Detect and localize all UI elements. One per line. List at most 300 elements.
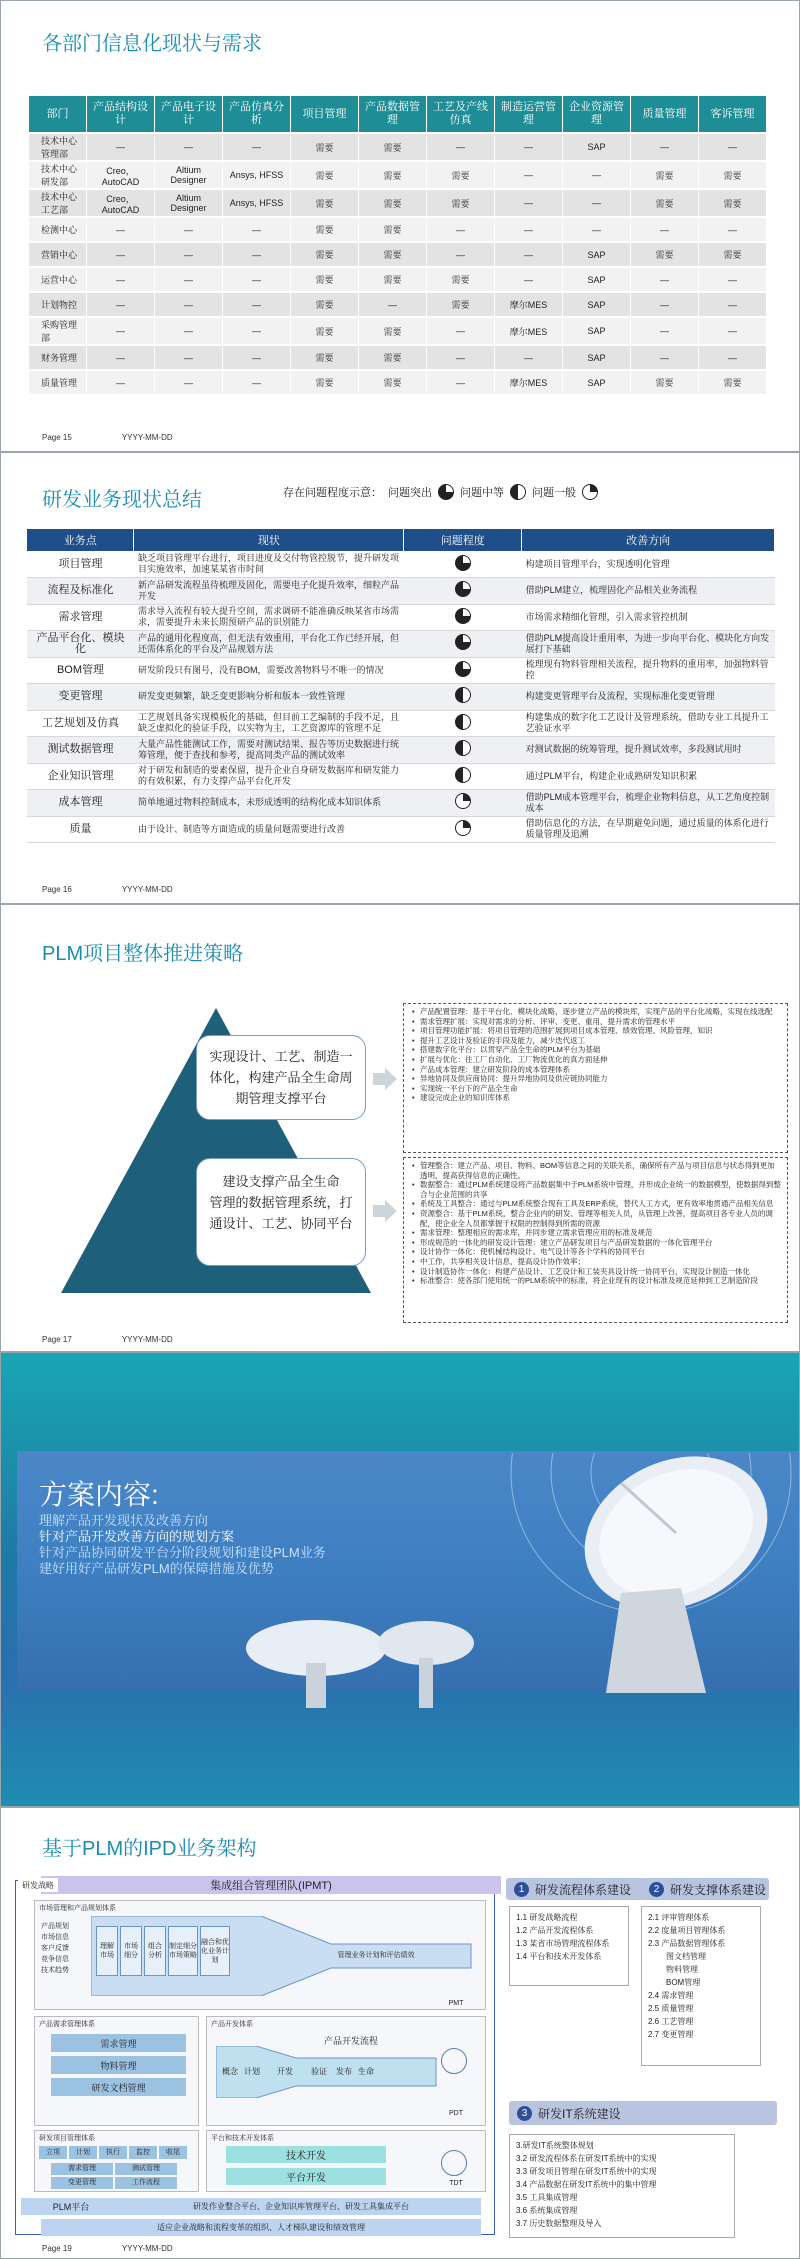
plm-label: PLM平台 — [21, 2198, 121, 2215]
section2-item: 2.3 产品数据管理体系 — [648, 1939, 726, 1948]
strategy-label: 研发战略 — [18, 1878, 58, 1892]
table-row — [29, 293, 767, 316]
list-item: • 设计制造协作一体化：构建产品设计、工艺设计和工装夹具设计统一协同平台，实现设计制造一体化 — [420, 1267, 781, 1277]
table-cell: — — [87, 371, 155, 394]
table-cell: — — [631, 346, 699, 369]
business-point: 企业知识管理 — [27, 763, 134, 790]
content-line-2: 针对产品开发改善方向的规划方案 — [39, 1529, 235, 1544]
table-row — [27, 578, 775, 605]
market-item: 客户反馈 — [41, 1945, 69, 1952]
list-item: • 产品成本管理：建立研发阶段的成本管理体系 — [420, 1065, 781, 1075]
market-item: 产品规划 — [41, 1923, 69, 1930]
proj-item: 工作流程 — [115, 2177, 177, 2189]
severity-pie-icon — [455, 608, 471, 624]
tech-item: 平台开发 — [226, 2168, 386, 2185]
proj-step: 收尾 — [159, 2146, 187, 2159]
list-item: • 形成规范的一体化的研发设计管理：建立产品研发项目与产品研发数据的一体化管理平台 — [420, 1238, 781, 1248]
table-cell: 检测中心 — [29, 218, 87, 241]
footer — [42, 2244, 173, 2253]
business-point: 成本管理 — [27, 790, 134, 817]
table-cell: — — [427, 218, 495, 241]
severity-pie-icon — [455, 634, 471, 650]
demand-label: 产品需求管理体系 — [39, 2021, 95, 2028]
table-row — [29, 162, 767, 188]
table-cell: — — [563, 162, 631, 188]
list-item: • 资源整合：基于PLM系统，整合企业内的研发、管理等相关人员，从管理上改善，提高项目各专业人员的调配，使企业全人员都掌握于权限的控制得到所需的资源 — [420, 1209, 781, 1228]
pdt-cycle-icon — [441, 2048, 467, 2074]
dev-flow: 产品开发流程 — [323, 2035, 378, 2046]
improve-direction: 构建变更管理平台及流程，实现标准化变更管理 — [522, 684, 775, 711]
slide-title: 各部门信息化现状与需求 — [42, 33, 262, 55]
table-row — [29, 268, 767, 291]
table-cell: — — [223, 218, 291, 241]
arrow-right-icon — [373, 1068, 397, 1090]
col-header: 业务点 — [27, 529, 134, 551]
table-cell: 需要 — [427, 162, 495, 188]
section3-item: 3.6 系统集成管理 — [516, 2206, 578, 2215]
table-cell: 需要 — [291, 293, 359, 316]
legend — [283, 484, 598, 500]
table-cell: — — [631, 268, 699, 291]
section3-item: 3.3 研发项目管理在研发IT系统中的实现 — [516, 2167, 657, 2176]
improve-direction: 借助PLM提高设计重用率，为进一步向平台化、模块化方向发展打下基础 — [522, 631, 775, 658]
proj-items — [51, 2163, 177, 2189]
proj-step: 立项 — [39, 2146, 67, 2159]
severity-cell — [404, 816, 522, 843]
market-steps — [96, 1926, 230, 1976]
table-cell: Creo，AutoCAD — [87, 162, 155, 188]
table-cell: 需要 — [359, 268, 427, 291]
current-status: 研发阶段只有图号，没有BOM，需要改善物料号不唯一的情况 — [134, 657, 404, 684]
table-cell: — — [495, 162, 563, 188]
table-cell: — — [359, 293, 427, 316]
table-row — [27, 684, 775, 711]
table-row — [27, 657, 775, 684]
section2-item: 2.7 变更管理 — [648, 2030, 694, 2039]
tech-item: 技术开发 — [226, 2146, 386, 2163]
list-item: • 标准整合：使各部门使用统一的PLM系统中的标准，将企业现有的设计标准及规范延伸到工艺制造阶段 — [420, 1276, 781, 1286]
table-cell: — — [427, 346, 495, 369]
col-header: 项目管理 — [291, 96, 359, 132]
table-cell: — — [155, 134, 223, 160]
improve-direction: 通过PLM平台，构建企业成熟研发知识积累 — [522, 763, 775, 790]
severity-cell — [404, 657, 522, 684]
severity-pie-icon — [455, 820, 471, 836]
current-status: 新产品研发流程虽待梳理及固化，需要电子化提升效率，细粒产品开发 — [134, 578, 404, 605]
section1-item: 1.3 某省市场管理流程体系 — [516, 1939, 610, 1948]
strategy-box-top — [196, 1035, 366, 1120]
section2-title: 研发支撑体系建设 — [670, 1882, 767, 1897]
table-cell: — — [87, 134, 155, 160]
table-cell: — — [223, 293, 291, 316]
slide-rd-summary — [1, 453, 799, 903]
page-number: Page 16 — [42, 885, 72, 894]
col-header: 企业资源管理 — [563, 96, 631, 132]
dev-step: 概念 — [222, 2067, 238, 2076]
severity-pie-icon — [455, 661, 471, 677]
section3-list — [509, 2134, 735, 2238]
table-cell: 需要 — [291, 243, 359, 266]
table-cell: — — [223, 134, 291, 160]
footer — [42, 885, 173, 894]
table-row — [27, 816, 775, 843]
table-cell: — — [631, 134, 699, 160]
ipmt-bar: 集成组合管理团队(IPMT) — [41, 1876, 501, 1894]
legend-prefix: 存在问题程度示意： — [283, 487, 382, 499]
business-point: 需求管理 — [27, 604, 134, 631]
table-cell: SAP — [563, 293, 631, 316]
page-number: Page 15 — [42, 433, 72, 442]
proj-step: 监控 — [129, 2146, 157, 2159]
demand-item: 研发文档管理 — [51, 2078, 186, 2096]
pie-mid-icon — [510, 484, 526, 500]
list-item: • 扩展与优化：往工厂自动化、工厂物流优化的真方面延伸 — [420, 1055, 781, 1065]
market-step: 组合分析 — [144, 1926, 166, 1976]
current-status: 大量产品性能测试工作，需要对测试结果、报告等历史数据进行统筹管理，便于查找和参考，提高同类产品的测试效率 — [134, 737, 404, 764]
improve-direction: 构建集成的数字化工艺设计及管理系统，借助专业工具提升工艺验证水平 — [522, 710, 775, 737]
table-row — [27, 790, 775, 817]
table-cell: 技术中心工艺部 — [29, 190, 87, 216]
proj-steps — [39, 2146, 187, 2159]
table-cell: — — [155, 218, 223, 241]
market-step: 制定细分市场策略 — [168, 1926, 198, 1976]
table-row — [27, 763, 775, 790]
section1-item: 1.1 研发战略流程 — [516, 1913, 578, 1922]
business-point: 产品平台化、模块化 — [27, 631, 134, 658]
tdt-cycle-icon — [441, 2150, 467, 2176]
table-row — [29, 218, 767, 241]
improve-direction: 梳理现有物料管理相关流程，提升物料的重用率，加强物料管控 — [522, 657, 775, 684]
list-item: • 项目管理功能扩展：将项目管理的范围扩展到项目成本管理、绩效管理、风险管理、知识 — [420, 1026, 781, 1036]
business-point: 测试数据管理 — [27, 737, 134, 764]
footer — [42, 433, 173, 442]
list-item: • 产品配置管理：基于平台化、模块化战略，逐步建立产品的模块库，实现产品的平台化战略，实现在线选配 — [420, 1007, 781, 1017]
severity-cell — [404, 737, 522, 764]
demand-item: 物料管理 — [51, 2056, 186, 2074]
table-cell: 需要 — [291, 134, 359, 160]
slide-title: 方案内容: — [39, 1479, 159, 1510]
table-cell: 需要 — [291, 162, 359, 188]
table-cell: 需要 — [631, 243, 699, 266]
slide-plm-strategy — [1, 905, 799, 1351]
section2-item: 2.5 质量管理 — [648, 2004, 694, 2013]
proj-item: 测试管理 — [115, 2163, 177, 2175]
section2-item: 2.2 度量项目管理体系 — [648, 1926, 726, 1935]
table-cell: 需要 — [631, 190, 699, 216]
severity-cell — [404, 710, 522, 737]
proj-step: 执行 — [99, 2146, 127, 2159]
table-cell: — — [699, 346, 767, 369]
col-header: 部门 — [29, 96, 87, 132]
section3-item: 3.4 产品数据在研发IT系统中的集中管理 — [516, 2180, 657, 2189]
content-line-1: 理解产品开发现状及改善方向 — [39, 1513, 209, 1528]
list-item: • 中工作，共享相关设计信息，提高设计协作效率； — [420, 1257, 781, 1267]
table-row — [29, 134, 767, 160]
table-cell: SAP — [563, 243, 631, 266]
slide-plan-contents — [1, 1353, 799, 1806]
improve-direction: 对测试数据的统筹管理，提升测试效率，多段测试用时 — [522, 737, 775, 764]
table-cell: 需要 — [359, 162, 427, 188]
table-cell: 运营中心 — [29, 268, 87, 291]
table-cell: 需要 — [359, 243, 427, 266]
section1-title: 研发流程体系建设 — [535, 1882, 632, 1897]
improve-direction: 构建项目管理平台，实现透明化管理 — [522, 551, 775, 578]
table-cell: — — [631, 293, 699, 316]
table-cell: 摩尔MES — [495, 293, 563, 316]
arrow-right-icon — [373, 1200, 397, 1222]
table-cell: — — [155, 243, 223, 266]
page-number: Page 19 — [42, 2244, 72, 2253]
list-item: • 设计协作一体化：使机械结构设计、电气设计等各个学科的协同平台 — [420, 1247, 781, 1257]
current-status: 简单地通过物料控制成本，未形成透明的结构化成本知识体系 — [134, 790, 404, 817]
table-cell: — — [699, 134, 767, 160]
severity-pie-icon — [455, 581, 471, 597]
table-cell: — — [427, 371, 495, 394]
col-header: 客诉管理 — [699, 96, 767, 132]
list-item: • 实现统一平台下的产品全生命 — [420, 1084, 781, 1094]
small-dish-image — [221, 1603, 481, 1713]
current-status: 研发变更频繁，缺乏变更影响分析和版本一致性管理 — [134, 684, 404, 711]
table-cell: — — [699, 318, 767, 344]
business-point: 流程及标准化 — [27, 578, 134, 605]
section2-item: BOM管理 — [666, 1978, 701, 1987]
table-cell: 需要 — [359, 190, 427, 216]
section2-item: 物料管理 — [666, 1965, 698, 1974]
date: YYYY-MM-DD — [121, 433, 173, 442]
table-cell: 需要 — [291, 318, 359, 344]
section1-item: 1.4 平台和技术开发体系 — [516, 1952, 602, 1961]
current-status: 产品的通用化程度高，但无法有效重用，平台化工作已经开展，但还需体系化的平台及产品规划方法 — [134, 631, 404, 658]
list-item: • 数据整合：通过PLM系统建设将产品数据集中于PLM系统中管理，并形成企业统一的数据模型，使数据得到整合与企业范围的共享 — [420, 1180, 781, 1199]
list-item: • 异地协同及供应商协同：提升异地协同及供应链协同能力 — [420, 1074, 781, 1084]
table-cell: — — [155, 371, 223, 394]
list-item: • 需求管理扩展：实现对需求的分析、评审、变更、重用，提升需求的管理水平 — [420, 1017, 781, 1027]
slide-title: 研发业务现状总结 — [42, 489, 202, 511]
market-step: 融合和优化业务计划 — [200, 1926, 230, 1976]
table-cell: SAP — [563, 318, 631, 344]
col-header: 产品仿真分析 — [223, 96, 291, 132]
legend-mid: 问题中等 — [460, 487, 504, 499]
severity-pie-icon — [455, 555, 471, 571]
table-cell: 计划物控 — [29, 293, 87, 316]
table-cell: — — [87, 218, 155, 241]
current-status: 对于研发和制造的要素保留，提升企业自身研发数据库和研发能力的有效积累，有力支撑产品平台化开发 — [134, 763, 404, 790]
table-cell: 采购管理部 — [29, 318, 87, 344]
section2-item: 2.4 需求管理 — [648, 1991, 694, 2000]
list-item: • 管理整合：建立产品、项目、物料、BOM等信息之间的关联关系，确保所有产品与项目信息与状态得到更加透明，提高获得信息的正确性。 — [420, 1161, 781, 1180]
table-cell: — — [427, 243, 495, 266]
business-point: 项目管理 — [27, 551, 134, 578]
legend-high: 问题突出 — [388, 487, 432, 499]
section3-item: 3.5 工具集成管理 — [516, 2193, 578, 2202]
table-cell: — — [495, 346, 563, 369]
table-cell: 质量管理 — [29, 371, 87, 394]
col-header: 现状 — [134, 529, 404, 551]
severity-cell — [404, 551, 522, 578]
list-item: • 搭建数字化平台：以贯穿产品全生命的PLM平台为基础 — [420, 1045, 781, 1055]
table-cell: 需要 — [291, 346, 359, 369]
dev-step: 发布 — [336, 2067, 352, 2076]
table-cell: 需要 — [427, 268, 495, 291]
market-step: 理解市场 — [96, 1926, 118, 1976]
pmt-label: PMT — [448, 1999, 464, 2007]
dev-step: 生命 — [358, 2067, 374, 2076]
section3-title: 研发IT系统建设 — [538, 2106, 621, 2121]
box-line: 通设计、工艺、协同平台 — [209, 1216, 353, 1231]
dev-step: 验证 — [311, 2067, 327, 2076]
market-item: 技术趋势 — [41, 1967, 69, 1974]
table-cell: 需要 — [291, 190, 359, 216]
list-item: • 需求管理：整理相应的需求库，并同步建立需求管理应用的标准及规范 — [420, 1228, 781, 1238]
section3-header — [509, 2101, 777, 2125]
demand-item: 需求管理 — [51, 2034, 186, 2052]
table-cell: 需要 — [699, 371, 767, 394]
table-cell: SAP — [563, 346, 631, 369]
severity-pie-icon — [455, 793, 471, 809]
table-cell: — — [563, 218, 631, 241]
dev-step: 计划 — [244, 2067, 260, 2076]
table-cell: — — [563, 190, 631, 216]
table-cell: — — [87, 346, 155, 369]
table-row — [29, 371, 767, 394]
table-row — [27, 631, 775, 658]
table-cell: — — [155, 346, 223, 369]
dev-label: 产品开发体系 — [211, 2021, 253, 2028]
box-line: 期管理支撑平台 — [235, 1091, 327, 1106]
number-2-icon: 2 — [649, 1882, 664, 1897]
pie-low-icon — [582, 484, 598, 500]
table-cell: 需要 — [359, 134, 427, 160]
severity-cell — [404, 604, 522, 631]
table-cell: 需要 — [359, 346, 427, 369]
col-header: 改善方向 — [522, 529, 775, 551]
table-cell: 需要 — [291, 371, 359, 394]
table-cell: — — [155, 318, 223, 344]
box-line: 实现设计、工艺、制造一 — [209, 1049, 353, 1064]
table-cell: Ansys, HFSS — [223, 162, 291, 188]
table-cell: — — [223, 346, 291, 369]
table-cell: 技术中心管理部 — [29, 134, 87, 160]
table-cell: — — [699, 218, 767, 241]
date: YYYY-MM-DD — [121, 1335, 173, 1344]
box-line: 体化，构建产品全生命周 — [209, 1070, 353, 1085]
col-header: 产品数据管理 — [359, 96, 427, 132]
severity-cell — [404, 631, 522, 658]
legend-low: 问题一般 — [532, 487, 576, 499]
table-cell: — — [495, 218, 563, 241]
col-header: 质量管理 — [631, 96, 699, 132]
table-cell: 财务管理 — [29, 346, 87, 369]
tech-label: 平台和技术开发体系 — [211, 2135, 274, 2142]
table-cell: 需要 — [631, 162, 699, 188]
proj-item: 变更管理 — [51, 2177, 113, 2189]
footer — [42, 1335, 173, 1344]
table-row — [29, 243, 767, 266]
table-cell: — — [495, 190, 563, 216]
market-item: 竞争信息 — [41, 1956, 69, 1963]
table-cell: — — [427, 134, 495, 160]
section1-list — [509, 1906, 629, 1986]
table-cell: — — [495, 268, 563, 291]
section3-item: 3.7 历史数据整理及导入 — [516, 2219, 602, 2228]
table-cell: — — [427, 318, 495, 344]
number-1-icon: 1 — [514, 1882, 529, 1897]
table-cell: 需要 — [427, 190, 495, 216]
table-cell: — — [631, 318, 699, 344]
current-status: 缺乏项目管理平台进行，项目进度及交付物管控脱节，提升研发项目实施效率，加速某某省市时间 — [134, 551, 404, 578]
section2-item: 图文档管理 — [666, 1952, 706, 1961]
table-row — [27, 710, 775, 737]
severity-cell — [404, 684, 522, 711]
strategy-list-top — [403, 1003, 788, 1153]
table-row — [29, 190, 767, 216]
section2-item: 2.6 工艺管理 — [648, 2017, 694, 2026]
severity-pie-icon — [455, 687, 471, 703]
date: YYYY-MM-DD — [121, 885, 173, 894]
summary-table — [27, 529, 775, 843]
table-cell: — — [223, 268, 291, 291]
strategy-box-bottom — [196, 1158, 366, 1266]
severity-pie-icon — [455, 714, 471, 730]
table-row — [29, 318, 767, 344]
table-cell: SAP — [563, 371, 631, 394]
pdt-label: PDT — [449, 2109, 463, 2117]
table-cell: — — [87, 268, 155, 291]
slide-title: 基于PLM的IPD业务架构 — [42, 1838, 257, 1860]
table-cell: — — [223, 243, 291, 266]
business-point: 工艺规划及仿真 — [27, 710, 134, 737]
strategy-list-bottom — [403, 1157, 788, 1323]
current-status: 由于设计、制造等方面造成的质量问题需要进行改善 — [134, 816, 404, 843]
box-line: 管理的数据管理系统，打 — [209, 1195, 353, 1210]
col-header: 问题程度 — [404, 529, 522, 551]
table-cell: SAP — [563, 268, 631, 291]
table-cell: 需要 — [359, 371, 427, 394]
table-cell: — — [223, 318, 291, 344]
table-cell: 需要 — [699, 243, 767, 266]
market-item: 市场信息 — [41, 1934, 69, 1941]
proj-step: 计划 — [69, 2146, 97, 2159]
section1-item: 1.2 产品开发流程体系 — [516, 1926, 594, 1935]
col-header: 制造运营管理 — [495, 96, 563, 132]
table-cell: — — [631, 218, 699, 241]
severity-cell — [404, 763, 522, 790]
page-number: Page 17 — [42, 1335, 72, 1344]
list-item: • 提升工艺设计及验证的手段及能力，减少迭代返工 — [420, 1036, 781, 1046]
table-row — [27, 551, 775, 578]
improve-direction: 借助信息化的方法，在早期避免问题，通过质量的体系化进行质量管理及追溯 — [522, 816, 775, 843]
severity-cell — [404, 790, 522, 817]
pie-high-icon — [438, 484, 454, 500]
date: YYYY-MM-DD — [121, 2244, 173, 2253]
tdt-label: TDT — [449, 2179, 463, 2187]
section3-item: 3.研发IT系统整体规划 — [516, 2141, 594, 2150]
slide-title: PLM项目整体推进策略 — [42, 943, 244, 965]
table-cell: 需要 — [291, 268, 359, 291]
business-point: 变更管理 — [27, 684, 134, 711]
list-item: • 系统及工具整合：通过与PLM系统整合现有工具及ERP系统，替代人工方式，更有效率地贯通产品相关信息 — [420, 1199, 781, 1209]
section2-item: 2.1 评审管理体系 — [648, 1913, 710, 1922]
section2-header — [641, 1878, 769, 1900]
table-row — [27, 737, 775, 764]
slide-ipd-architecture — [1, 1808, 799, 2258]
table-cell: — — [699, 268, 767, 291]
severity-pie-icon — [455, 767, 471, 783]
table-cell: Creo，AutoCAD — [87, 190, 155, 216]
proj-label: 研发项目管理体系 — [39, 2135, 95, 2142]
table-cell: — — [155, 268, 223, 291]
business-point: 质量 — [27, 816, 134, 843]
